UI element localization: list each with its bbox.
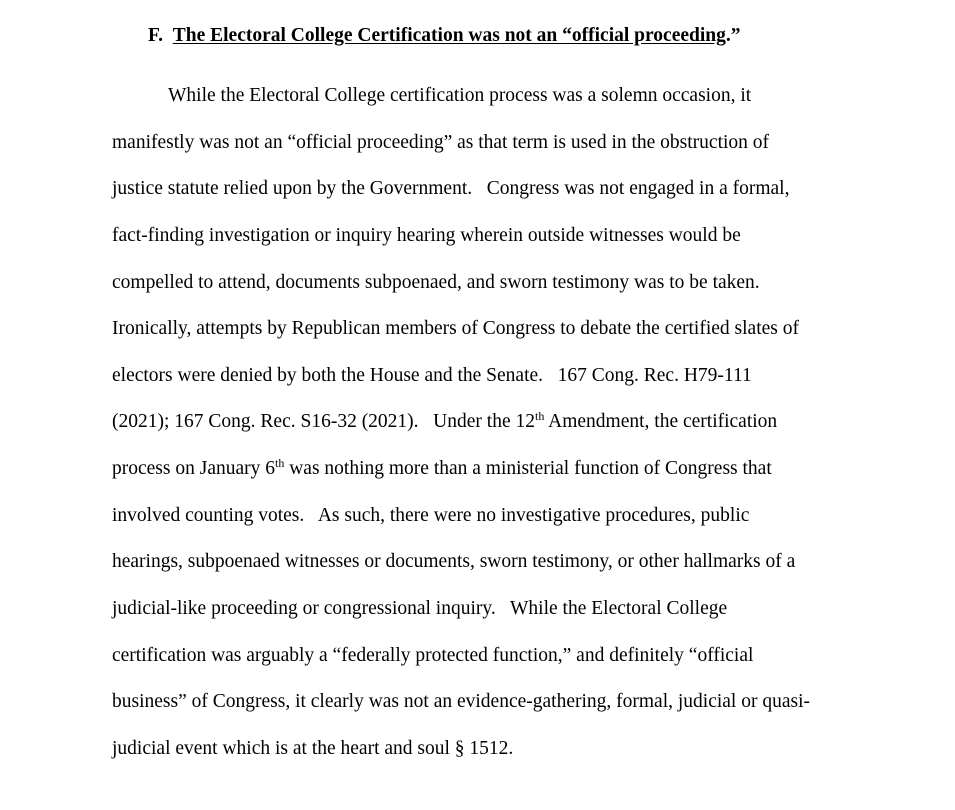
paragraph-line: certification was arguably a “federally protected function,” and definitely “official: [112, 645, 754, 666]
line-part: was nothing more than a ministerial function of Congress that: [284, 458, 772, 479]
paragraph-line: compelled to attend, documents subpoenaed, and sworn testimony was to be taken.: [112, 272, 760, 293]
ordinal-superscript: th: [275, 456, 285, 470]
paragraph-line: While the Electoral College certification process was a solemn occasion, it: [168, 85, 752, 106]
section-label: F.: [148, 25, 163, 46]
line-part: Amendment, the certification: [544, 411, 778, 432]
line-part: process on January 6: [112, 458, 275, 479]
section-title-trail: .”: [725, 25, 741, 46]
ordinal-superscript: th: [534, 409, 545, 423]
paragraph-line: electors were denied by both the House and the Senate. 167 Cong. Rec. H79-111: [112, 365, 752, 386]
paragraph-line: justice statute relied upon by the Government. Congress was not engaged in a formal,: [112, 178, 790, 199]
paragraph-line: Ironically, attempts by Republican members of Congress to debate the certified slates of: [112, 318, 799, 339]
paragraph-line: judicial-like proceeding or congressional inquiry. While the Electoral College: [112, 598, 728, 619]
paragraph-line: [112, 408, 777, 436]
section-title: The Electoral College Certification was not an “official proceeding: [172, 25, 726, 46]
paragraph-line: fact-finding investigation or inquiry hearing wherein outside witnesses would be: [112, 225, 741, 246]
section-heading: [148, 22, 741, 50]
line-part: (2021); 167 Cong. Rec. S16-32 (2021). Under the 12: [112, 411, 535, 432]
paragraph-line: [112, 455, 772, 483]
paragraph-line: hearings, subpoenaed witnesses or documents, sworn testimony, or other hallmarks of a: [112, 551, 796, 572]
paragraph-line: manifestly was not an “official proceeding” as that term is used in the obstruction of: [112, 132, 770, 153]
paragraph-line: business” of Congress, it clearly was not an evidence-gathering, formal, judicial or quasi-: [112, 691, 811, 712]
paragraph-line: involved counting votes. As such, there were no investigative procedures, public: [112, 505, 750, 526]
paragraph-line: judicial event which is at the heart and soul § 1512.: [112, 738, 514, 759]
